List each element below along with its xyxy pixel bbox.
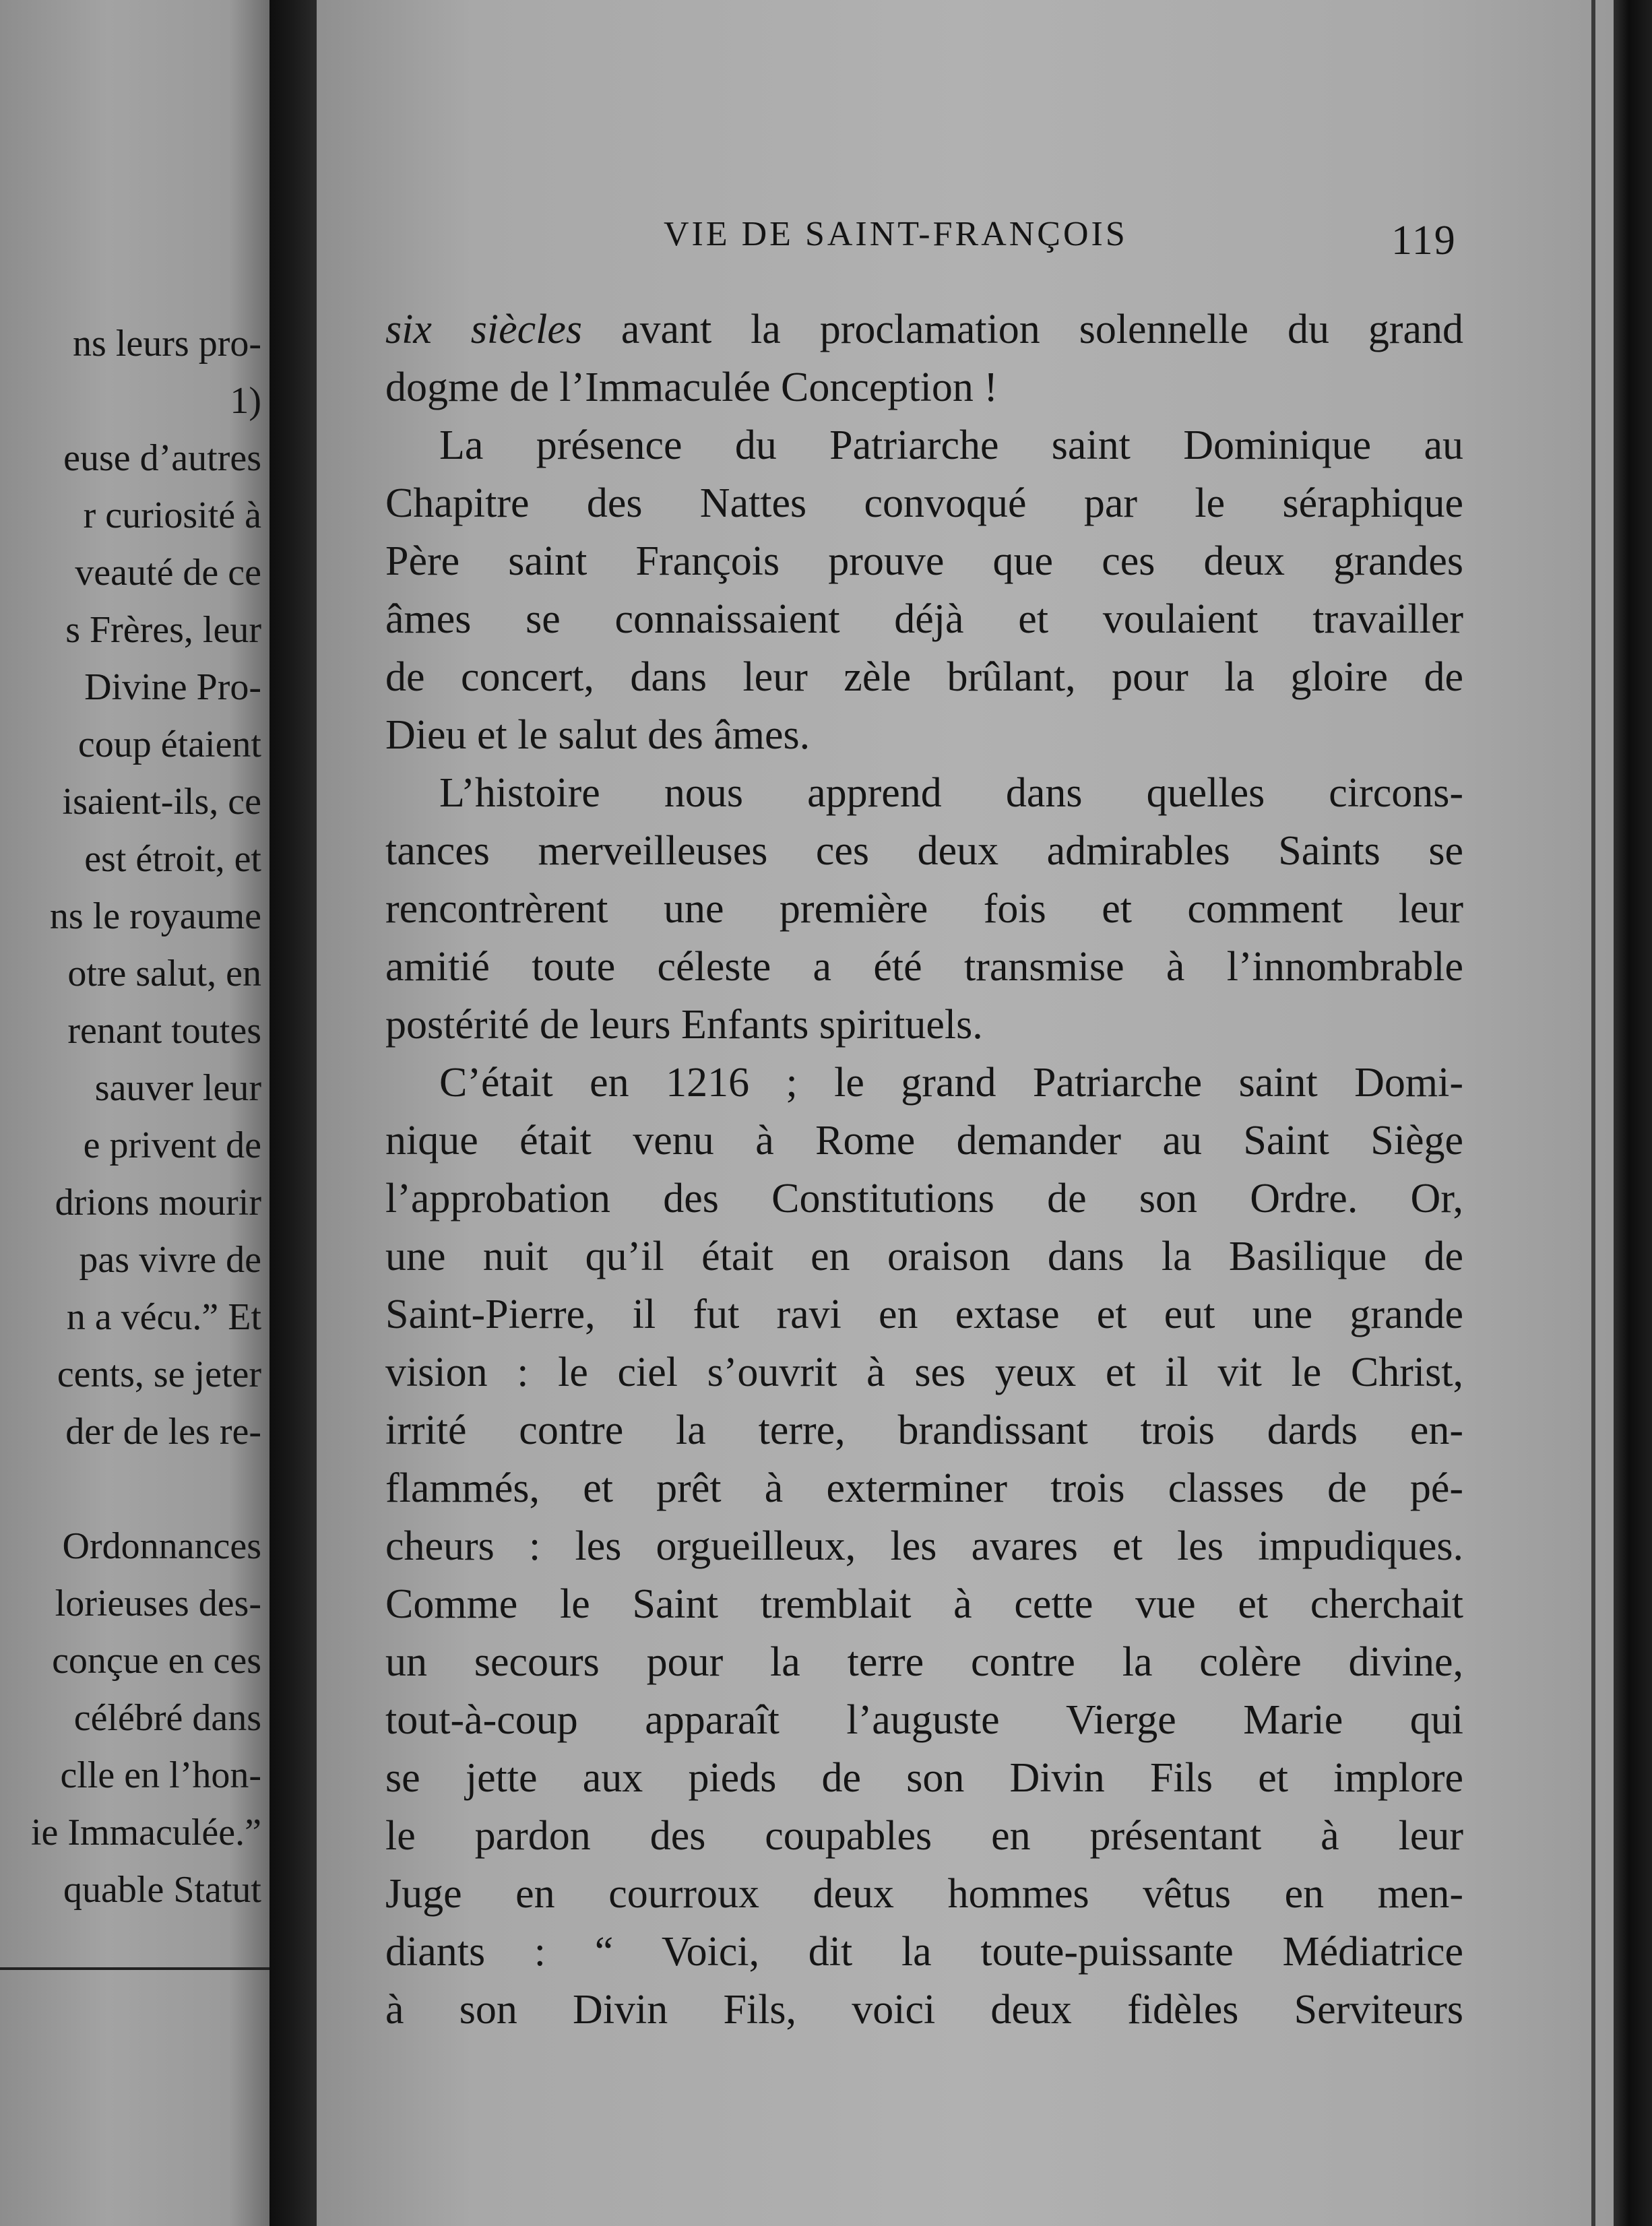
line-text: tances merveilleuses ces deux admirables Saints se [385, 828, 1463, 874]
line-text: irrité contre la terre, brandissant trois dards en- [385, 1407, 1463, 1453]
left-page-line: pas vivre de [79, 1239, 261, 1281]
text-line [385, 938, 1463, 996]
left-page-fragment [0, 0, 269, 2226]
page-edge-line [1591, 0, 1595, 2226]
left-page-line: sauver leur [94, 1067, 261, 1109]
left-page-line: cents, se jeter [57, 1354, 261, 1395]
italic-phrase: six siècles [385, 307, 583, 352]
page-edge [1614, 0, 1652, 2226]
text-line [385, 1401, 1463, 1459]
left-page-line: e privent de [83, 1124, 261, 1166]
left-page-line: euse d’autres [63, 437, 261, 479]
line-text: flammés, et prêt à exterminer trois classes de pé- [385, 1465, 1463, 1511]
line-text: Saint-Pierre, il fut ravi en extase et eut une grande [385, 1292, 1463, 1337]
line-text: Dieu et le salut des âmes. [385, 712, 811, 758]
line-text: le pardon des coupables en présentant à leur [385, 1813, 1463, 1859]
text-line [385, 1575, 1463, 1633]
left-page-line: Divine Pro- [84, 666, 261, 708]
book-gutter [269, 0, 317, 2226]
text-line [385, 1981, 1463, 2039]
line-text: dogme de l’Immaculée Conception ! [385, 364, 998, 410]
line-text: postérité de leurs Enfants spirituels. [385, 1002, 983, 1048]
left-page-line: veauté de ce [75, 552, 261, 594]
left-page-line: s Frères, leur [65, 609, 261, 651]
text-line [385, 1228, 1463, 1285]
line-text: nique était venu à Rome demander au Saint Siège [385, 1118, 1463, 1164]
left-page-line: lorieuses des- [55, 1583, 261, 1624]
text-line [385, 1633, 1463, 1691]
line-text: Père saint François prouve que ces deux grandes [385, 538, 1463, 584]
text-line [385, 1170, 1463, 1228]
text-line [385, 590, 1463, 648]
line-text: La présence du Patriarche saint Dominique au [439, 422, 1463, 468]
line-text: Comme le Saint tremblait à cette vue et cherchait [385, 1581, 1463, 1627]
left-page-line: ie Immaculée.” [30, 1812, 261, 1853]
line-text: Juge en courroux deux hommes vêtus en men- [385, 1871, 1463, 1917]
left-page-line: clle en l’hon- [60, 1754, 261, 1796]
left-page-line: Ordonnances [62, 1525, 261, 1567]
left-page-line: isaient-ils, ce [62, 781, 261, 823]
left-page-line: conçue en ces [52, 1640, 261, 1682]
line-text: L’histoire nous apprend dans quelles circons- [439, 770, 1463, 816]
text-line [385, 474, 1463, 532]
running-head: VIE DE SAINT-FRANÇOIS [664, 215, 1128, 253]
text-line [385, 1343, 1463, 1401]
left-page-line: quable Statut [63, 1869, 261, 1911]
line-text: avant la proclamation solennelle du grand [582, 307, 1463, 352]
text-line [385, 416, 1463, 474]
line-text: diants : “ Voici, dit la toute-puissante Médiatrice [385, 1929, 1463, 1975]
text-line [385, 1054, 1463, 1112]
line-text: rencontrèrent une première fois et comment leur [385, 886, 1463, 932]
text-line [385, 358, 1463, 416]
left-page-line: n a vécu.” Et [66, 1296, 261, 1338]
left-page-line: der de les re- [65, 1411, 261, 1453]
left-page-line: ns le royaume [49, 895, 261, 937]
left-page-line: renant toutes [67, 1010, 261, 1052]
line-text: C’était en 1216 ; le grand Patriarche saint Domi- [439, 1060, 1463, 1106]
line-text: une nuit qu’il était en oraison dans la Basilique de [385, 1234, 1463, 1279]
left-page-text [0, 315, 261, 1919]
body-text [385, 300, 1463, 2039]
text-line [385, 764, 1463, 822]
text-line [385, 532, 1463, 590]
text-line [385, 1517, 1463, 1575]
text-line [385, 1807, 1463, 1865]
text-line [385, 1749, 1463, 1807]
text-line [385, 706, 1463, 764]
left-page-footnote-rule [0, 1967, 269, 1970]
line-text: amitié toute céleste a été transmise à l’innombrable [385, 944, 1463, 990]
text-line [385, 1112, 1463, 1170]
line-text: de concert, dans leur zèle brûlant, pour la gloire de [385, 654, 1463, 700]
line-text: se jette aux pieds de son Divin Fils et implore [385, 1755, 1463, 1801]
page-number: 119 [1391, 218, 1457, 263]
left-page-line [0, 1461, 261, 1518]
left-page-line: r curiosité à [83, 495, 261, 536]
text-line [385, 1923, 1463, 1981]
text-line [385, 996, 1463, 1054]
line-text: l’approbation des Constitutions de son Ordre. Or, [385, 1176, 1463, 1221]
text-line [385, 1691, 1463, 1749]
left-page-line: est étroit, et [84, 838, 261, 880]
line-text: âmes se connaissaient déjà et voulaient travailler [385, 596, 1463, 642]
text-line [385, 648, 1463, 706]
text-line [385, 1285, 1463, 1343]
left-page-line: ns leurs pro- [73, 323, 261, 364]
left-page-line: drions mourir [55, 1182, 261, 1223]
left-page-line: coup étaient [77, 724, 261, 765]
text-line [385, 300, 1463, 358]
line-text: tout-à-coup apparaît l’auguste Vierge Marie qui [385, 1697, 1463, 1743]
text-line [385, 822, 1463, 880]
line-text: Chapitre des Nattes convoqué par le séraphique [385, 480, 1463, 526]
line-text: un secours pour la terre contre la colère divine, [385, 1639, 1463, 1685]
left-page-line: 1) [230, 380, 261, 422]
left-page-line: célébré dans [73, 1697, 261, 1739]
text-line [385, 1459, 1463, 1517]
line-text: vision : le ciel s’ouvrit à ses yeux et il vit le Christ, [385, 1349, 1463, 1395]
text-line [385, 880, 1463, 938]
line-text: cheurs : les orgueilleux, les avares et les impudiques. [385, 1523, 1463, 1569]
left-page-line: otre salut, en [67, 953, 261, 994]
text-line [385, 1865, 1463, 1923]
line-text: à son Divin Fils, voici deux fidèles Serviteurs [385, 1987, 1463, 2033]
